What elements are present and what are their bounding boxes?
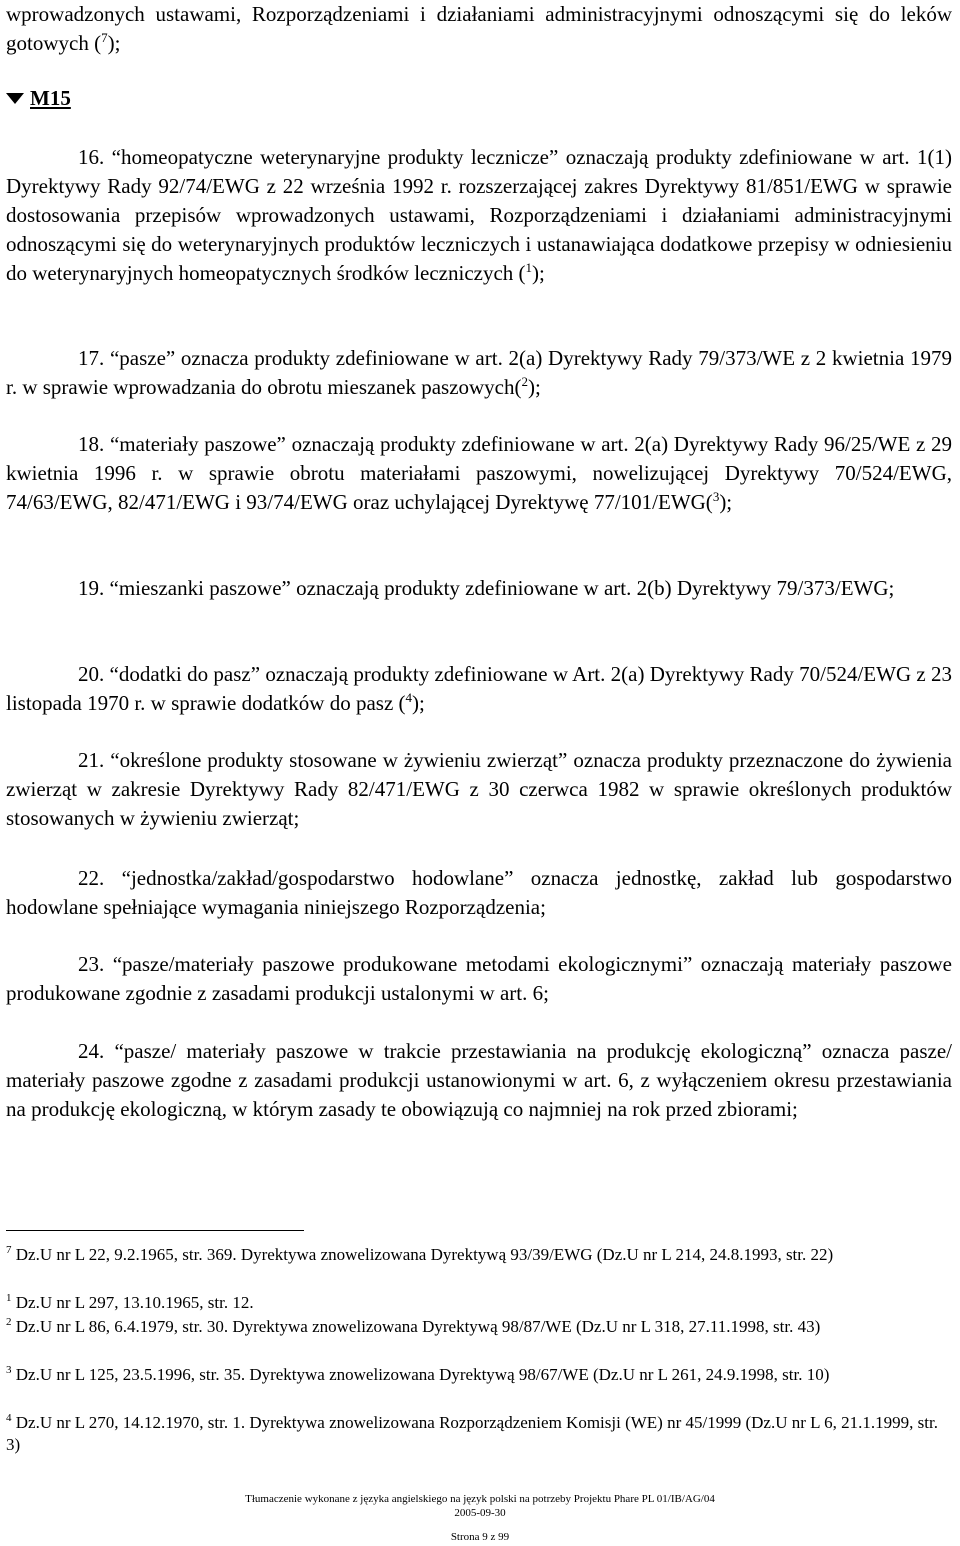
footer-date: 2005-09-30 bbox=[454, 1507, 506, 1519]
intro-end: ); bbox=[107, 31, 121, 55]
definition-20 bbox=[6, 660, 952, 718]
definition-text: “określone produkty stosowane w żywieniu zwierząt” oznacza produkty przeznaczone do żywienia zwierząt w zakresie Dyrektywy Rady 82/471/EWG z 30 czerwca 1982 w sprawie określonych produktów stosowanych w żywieniu zwierząt; bbox=[6, 748, 952, 830]
footnote-ref[interactable]: 1 bbox=[525, 260, 533, 275]
definition-22 bbox=[6, 864, 952, 922]
footnote-2 bbox=[6, 1316, 952, 1338]
amendment-marker-label[interactable]: M15 bbox=[30, 86, 71, 110]
footnote-mark: 7 bbox=[6, 1244, 12, 1256]
definition-text: “homeopatyczne weterynaryjne produkty lecznicze” oznaczają produkty zdefiniowane w art. 1(1) Dyrektywy Rady 92/74/EWG z 22 września 1992 r. rozszerzającej zakres Dyrektywy 81/851/EWG w sprawie dostosowania przepisów wprowadzonych ustawami, Rozporządzeniami i działaniami administracyjnymi odnoszącymi się do weterynaryjnych produktów leczniczych i ustanawiająca dodatkowe przepisy w odniesieniu do weterynaryjnych homeopatycznych środków leczniczych ( bbox=[6, 145, 952, 285]
definition-24 bbox=[6, 1037, 952, 1124]
intro-text: wprowadzonych ustawami, Rozporządzeniami i działaniami administracyjnymi odnoszącymi się do leków gotowych ( bbox=[6, 2, 952, 55]
intro-footnote-ref[interactable]: 7 bbox=[101, 30, 108, 45]
definition-text: “materiały paszowe” oznaczają produkty zdefiniowane w art. 2(a) Dyrektywy Rady 96/25/WE z 29 kwietnia 1996 r. w sprawie obrotu materiałami paszowymi, nowelizującej Dyrektywy 70/524/EWG, 74/63/EWG, 82/471/EWG i 93/74/EWG oraz uchylającej Dyrektywę 77/101/EWG( bbox=[6, 432, 953, 514]
footnote-text: Dz.U nr L 270, 14.12.1970, str. 1. Dyrektywa znowelizowana Rozporządzeniem Komisji (WE) nr 45/1999 (Dz.U nr L 6, 21.1.1999, str. 3) bbox=[6, 1413, 938, 1454]
footnote-mark: 1 bbox=[6, 1292, 12, 1304]
definition-text: “pasze/materiały paszowe produkowane metodami ekologicznymi” oznaczają materiały paszowe produkowane zgodnie z zasadami produkcji ustalonymi w art. 6; bbox=[6, 952, 952, 1005]
footnote-7 bbox=[6, 1244, 952, 1266]
definition-23 bbox=[6, 950, 952, 1008]
definition-text: “mieszanki paszowe” oznaczają produkty zdefiniowane w art. 2(b) Dyrektywy 79/373/EWG; bbox=[109, 576, 895, 600]
definition-19 bbox=[6, 574, 952, 603]
definition-end: ); bbox=[412, 691, 425, 715]
footnote-text: Dz.U nr L 22, 9.2.1965, str. 369. Dyrektywa znowelizowana Dyrektywą 93/39/EWG (Dz.U nr L 214, 24.8.1993, str. 22) bbox=[15, 1245, 834, 1264]
definition-number: 21. bbox=[78, 748, 105, 772]
footnote-mark: 2 bbox=[6, 1316, 12, 1328]
footnote-ref[interactable]: 2 bbox=[521, 374, 528, 389]
definition-number: 16. bbox=[78, 145, 105, 169]
footnote-3 bbox=[6, 1364, 952, 1386]
definition-text: “pasze/ materiały paszowe w trakcie przestawiania na produkcję ekologiczną” oznacza pasze/ materiały paszowe zgodne z zasadami produkcji ustanowionymi w art. 6, z wyłączeniem okresu przestawiania na produkcję ekologiczną, w którym zasady te obowiązują co najmniej na rok przed zbiorami; bbox=[6, 1039, 953, 1121]
definition-number: 19. bbox=[78, 576, 105, 600]
intro-paragraph bbox=[6, 0, 952, 58]
definition-number: 17. bbox=[78, 346, 105, 370]
footer-page-number: Strona 9 z 99 bbox=[450, 1531, 510, 1543]
definition-end: ); bbox=[532, 261, 545, 285]
definition-16 bbox=[6, 143, 952, 288]
footnote-mark: 4 bbox=[6, 1412, 12, 1424]
footnote-text: Dz.U nr L 297, 13.10.1965, str. 12. bbox=[15, 1293, 254, 1312]
definition-18 bbox=[6, 430, 952, 517]
definition-end: ); bbox=[719, 490, 733, 514]
footnote-mark: 3 bbox=[6, 1364, 12, 1376]
definition-number: 18. bbox=[78, 432, 105, 456]
amendment-marker[interactable] bbox=[6, 84, 71, 113]
definition-number: 23. bbox=[78, 952, 105, 976]
definition-number: 22. bbox=[78, 866, 105, 890]
triangle-down-icon bbox=[6, 93, 24, 104]
definition-17 bbox=[6, 344, 952, 402]
definition-21 bbox=[6, 746, 952, 833]
footnote-text: Dz.U nr L 125, 23.5.1996, str. 35. Dyrektywa znowelizowana Dyrektywą 98/67/WE (Dz.U nr L 261, 24.9.1998, str. 10) bbox=[15, 1365, 830, 1384]
definition-text: “pasze” oznacza produkty zdefiniowane w art. 2(a) Dyrektywy Rady 79/373/WE z 2 kwietnia 1979 r. w sprawie wprowadzania do obrotu mieszanek paszowych( bbox=[6, 346, 952, 399]
definition-end: ); bbox=[528, 375, 541, 399]
definition-number: 24. bbox=[78, 1039, 105, 1063]
footnote-4 bbox=[6, 1412, 952, 1456]
definition-number: 20. bbox=[78, 662, 105, 686]
footer-translation-note: Tłumaczenie wykonane z języka angielskiego na język polski na potrzeby Projektu Phare PL 01/IB/AG/04 bbox=[245, 1493, 715, 1505]
footnote-ref[interactable]: 4 bbox=[405, 690, 413, 705]
definition-text: “jednostka/zakład/gospodarstwo hodowlane” oznacza jednostkę, zakład lub gospodarstwo hodowlane spełniające wymagania niniejszego Rozporządzenia; bbox=[6, 866, 952, 919]
definition-text: “dodatki do pasz” oznaczają produkty zdefiniowane w Art. 2(a) Dyrektywy Rady 70/524/EWG z 23 listopada 1970 r. w sprawie dodatków do pasz ( bbox=[6, 662, 952, 715]
footnote-1 bbox=[6, 1292, 952, 1314]
footnote-ref[interactable]: 3 bbox=[712, 489, 720, 504]
footnote-text: Dz.U nr L 86, 6.4.1979, str. 30. Dyrektywa znowelizowana Dyrektywą 98/87/WE (Dz.U nr L 318, 27.11.1998, str. 43) bbox=[15, 1317, 821, 1336]
footnote-separator bbox=[6, 1230, 304, 1231]
